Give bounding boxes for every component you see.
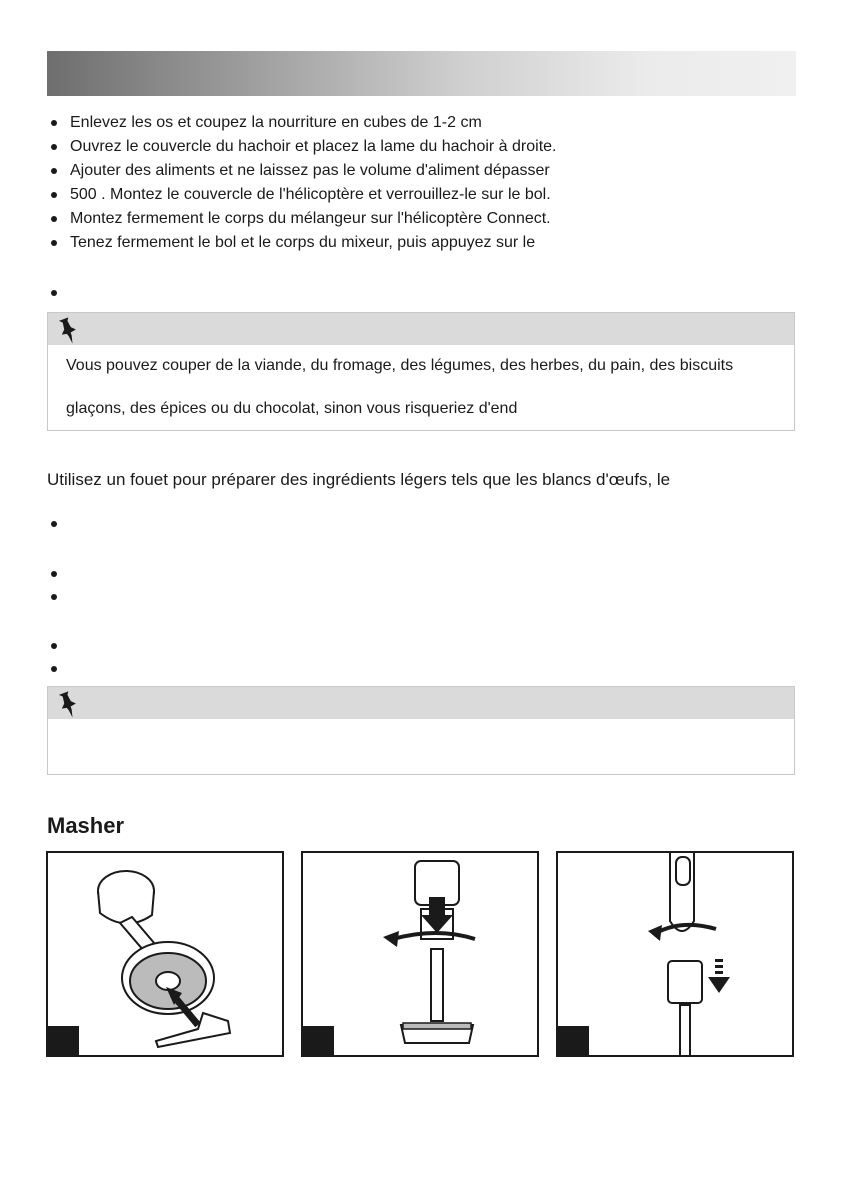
section-header-bar — [47, 51, 796, 96]
detach-illustration — [558, 853, 792, 1055]
note-header — [48, 313, 794, 345]
note-line: glaçons, des épices ou du chocolat, sinon vous risqueriez d'end — [66, 400, 518, 417]
note-header — [48, 687, 794, 719]
pushpin-icon — [58, 316, 80, 346]
whisk-intro: Utilisez un fouet pour préparer des ingrédients légers tels que les blancs d'œufs, le — [47, 470, 671, 489]
chopper-instructions-list — [47, 111, 556, 255]
chopper-note-box — [47, 312, 795, 431]
list-item: Ajouter des aliments et ne laissez pas le volume d'aliment dépasser — [47, 159, 556, 183]
figure-step-3-detach — [556, 851, 794, 1057]
figure-step-1-attach-blade — [46, 851, 284, 1057]
pushpin-icon — [58, 690, 80, 720]
empty-bullet — [51, 290, 57, 296]
masher-title: Masher — [47, 813, 125, 838]
motor-attach-illustration — [303, 853, 537, 1055]
list-item: Tenez fermement le bol et le corps du mixeur, puis appuyez sur le — [47, 231, 556, 255]
empty-bullet — [51, 521, 57, 527]
empty-bullet — [51, 571, 57, 577]
step-number-box — [48, 1026, 79, 1055]
whisk-note-box — [47, 686, 795, 775]
empty-bullet — [51, 666, 57, 672]
list-item: Enlevez les os et coupez la nourriture en cubes de 1-2 cm — [47, 111, 556, 135]
empty-bullet — [51, 594, 57, 600]
list-item: Ouvrez le couvercle du hachoir et placez la lame du hachoir à droite. — [47, 135, 556, 159]
step-number-box — [558, 1026, 589, 1055]
figure-step-2-attach-motor — [301, 851, 539, 1057]
step-number-box — [303, 1026, 334, 1055]
masher-assembly-illustration — [48, 853, 282, 1055]
empty-bullet — [51, 643, 57, 649]
list-item: 500 . Montez le couvercle de l'hélicoptère et verrouillez-le sur le bol. — [47, 183, 556, 207]
note-line: Vous pouvez couper de la viande, du fromage, des légumes, des herbes, du pain, des biscuits — [66, 357, 734, 374]
list-item: Montez fermement le corps du mélangeur sur l'hélicoptère Connect. — [47, 207, 556, 231]
